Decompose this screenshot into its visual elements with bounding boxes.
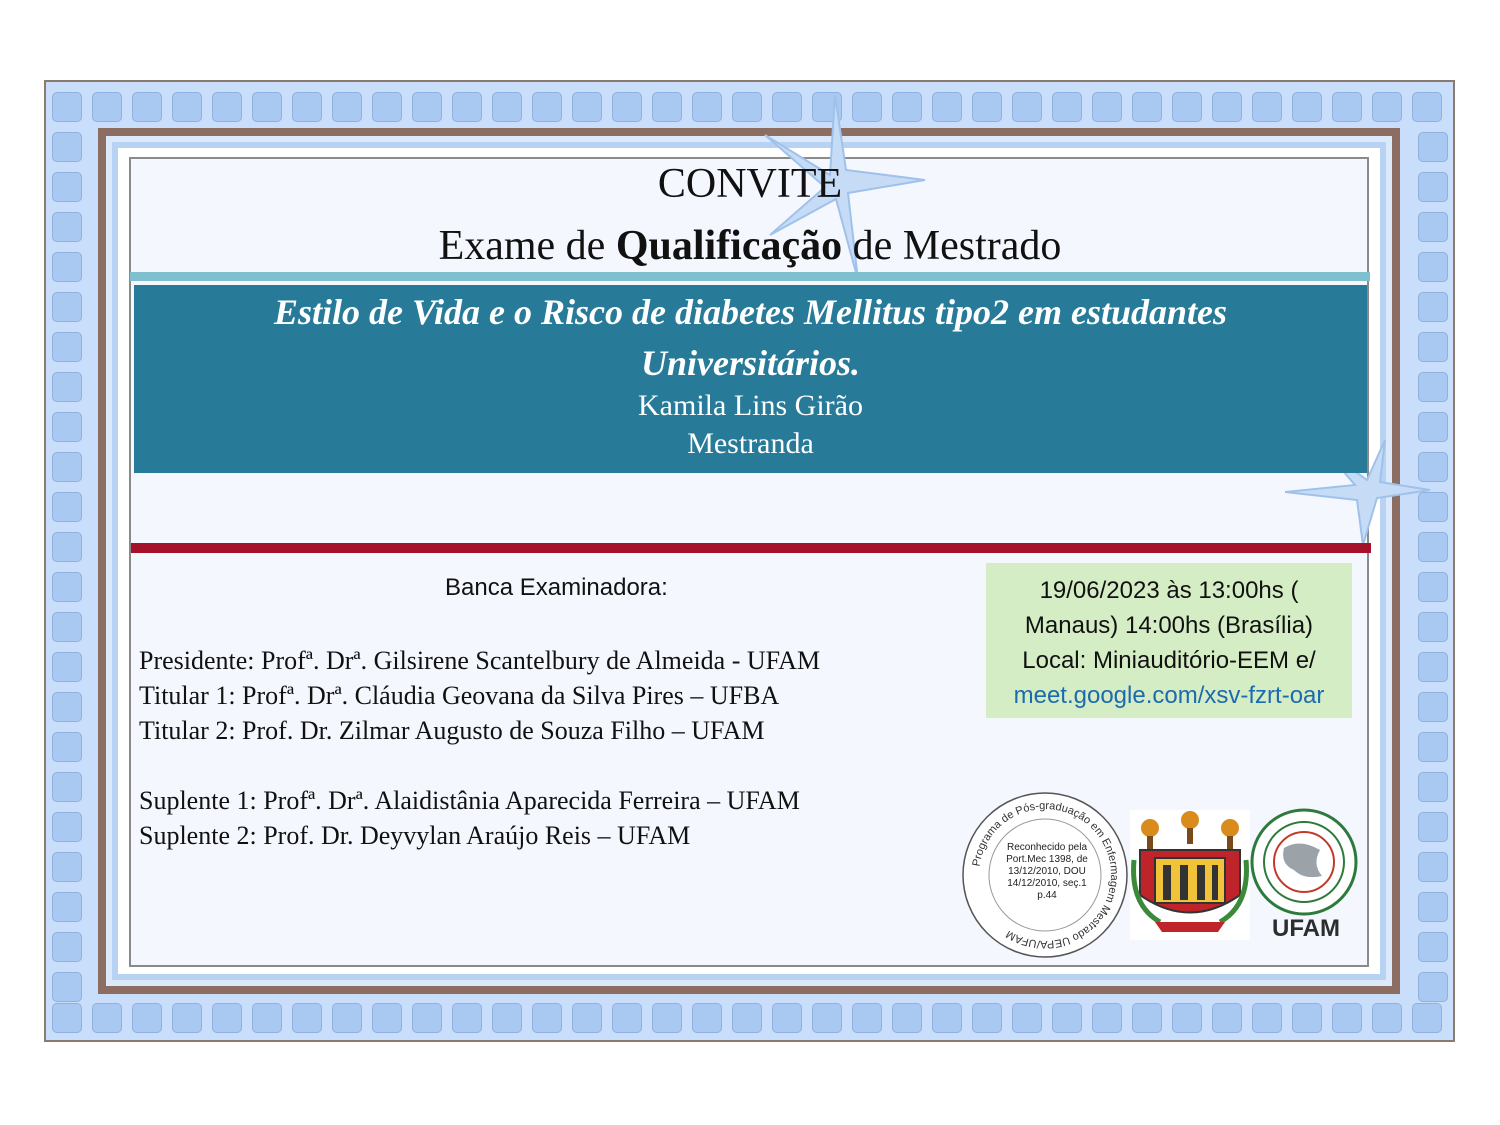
border-tile bbox=[852, 1003, 882, 1033]
cyan-rule bbox=[130, 272, 1370, 281]
border-tile bbox=[52, 172, 82, 202]
invitation-heading: CONVITE bbox=[657, 161, 843, 207]
border-tile bbox=[1372, 1003, 1402, 1033]
border-tile bbox=[52, 652, 82, 682]
committee-member: Titular 1: Profª. Drª. Cláudia Geovana da Silva Pires – UFBA bbox=[139, 681, 780, 710]
exam-title-bold: Qualificação bbox=[615, 223, 843, 269]
border-tile bbox=[1332, 92, 1362, 122]
border-tile bbox=[1132, 1003, 1162, 1033]
border-tile bbox=[52, 772, 82, 802]
seal-line: 14/12/2010, seç.1 bbox=[1007, 878, 1087, 889]
border-tile bbox=[1132, 92, 1162, 122]
border-tile bbox=[972, 1003, 1002, 1033]
uepa-coat-of-arms-icon bbox=[1130, 810, 1250, 940]
border-tile bbox=[412, 1003, 442, 1033]
border-tile bbox=[172, 92, 202, 122]
border-tile bbox=[292, 1003, 322, 1033]
border-tile bbox=[1418, 692, 1448, 722]
border-tile bbox=[332, 1003, 362, 1033]
border-tile bbox=[52, 812, 82, 842]
border-tile bbox=[52, 452, 82, 482]
border-tile bbox=[52, 532, 82, 562]
committee-substitute: Suplente 1: Profª. Drª. Alaidistânia Aparecida Ferreira – UFAM bbox=[139, 786, 800, 815]
border-tile bbox=[292, 92, 322, 122]
committee-substitute: Suplente 2: Prof. Dr. Deyvylan Araújo Reis – UFAM bbox=[139, 821, 691, 850]
border-tile bbox=[92, 92, 122, 122]
exam-title-suffix: de Mestrado bbox=[842, 223, 1062, 269]
seal-ring-text: Programa de Pós-graduação em Enfermagem Mestrado UEPA/UFAM bbox=[970, 799, 1121, 951]
border-tile bbox=[52, 852, 82, 882]
border-tile bbox=[1418, 292, 1448, 322]
border-tile bbox=[252, 1003, 282, 1033]
border-tile bbox=[52, 92, 82, 122]
border-tile bbox=[1292, 92, 1322, 122]
seal-line: p.44 bbox=[1037, 890, 1057, 901]
border-tile bbox=[412, 92, 442, 122]
border-tile bbox=[1418, 932, 1448, 962]
border-tile bbox=[52, 972, 82, 1002]
border-tile bbox=[52, 492, 82, 522]
committee-list bbox=[139, 643, 820, 853]
border-tile bbox=[1418, 972, 1448, 1002]
border-tile bbox=[372, 1003, 402, 1033]
event-location: Local: Miniauditório-EEM e/ bbox=[1022, 647, 1316, 674]
border-tile bbox=[332, 92, 362, 122]
border-tile bbox=[532, 92, 562, 122]
border-tile bbox=[52, 132, 82, 162]
border-tile bbox=[452, 92, 482, 122]
border-tile bbox=[1092, 92, 1122, 122]
border-tile bbox=[1418, 372, 1448, 402]
event-time: Manaus) 14:00hs (Brasília) bbox=[1024, 612, 1314, 639]
border-tile bbox=[1252, 92, 1282, 122]
border-tile bbox=[892, 1003, 922, 1033]
meeting-link[interactable]: meet.google.com/xsv-fzrt-oar bbox=[1013, 682, 1325, 709]
border-tile bbox=[1012, 1003, 1042, 1033]
border-tile bbox=[1172, 92, 1202, 122]
border-tile bbox=[1418, 332, 1448, 362]
border-tile bbox=[212, 1003, 242, 1033]
border-tile bbox=[732, 92, 762, 122]
border-tile bbox=[1252, 1003, 1282, 1033]
border-tile bbox=[52, 572, 82, 602]
border-tile bbox=[1052, 92, 1082, 122]
border-tile bbox=[132, 92, 162, 122]
border-tile bbox=[1172, 1003, 1202, 1033]
border-tile bbox=[52, 612, 82, 642]
border-tile bbox=[492, 1003, 522, 1033]
border-tile bbox=[1418, 812, 1448, 842]
seal-line: 13/12/2010, DOU bbox=[1008, 866, 1086, 877]
border-tile bbox=[1212, 92, 1242, 122]
border-tile bbox=[132, 1003, 162, 1033]
border-tile bbox=[1412, 92, 1442, 122]
border-tile bbox=[52, 412, 82, 442]
thesis-title-line-2: Universitários. bbox=[640, 343, 861, 383]
border-tile bbox=[1418, 652, 1448, 682]
border-tile bbox=[1052, 1003, 1082, 1033]
exam-title-prefix: Exame de bbox=[438, 223, 616, 269]
author-name: Kamila Lins Girão bbox=[638, 389, 863, 422]
author-role: Mestranda bbox=[687, 427, 814, 460]
border-tile bbox=[1418, 252, 1448, 282]
thesis-title-line-1: Estilo de Vida e o Risco de diabetes Mellitus tipo2 em estudantes bbox=[274, 292, 1227, 332]
border-tile bbox=[1092, 1003, 1122, 1033]
border-tile bbox=[1418, 892, 1448, 922]
border-tile bbox=[1418, 572, 1448, 602]
border-tile bbox=[932, 1003, 962, 1033]
border-tile bbox=[92, 1003, 122, 1033]
border-tile bbox=[572, 1003, 602, 1033]
committee-heading: Banca Examinadora: bbox=[445, 574, 668, 601]
border-tile bbox=[452, 1003, 482, 1033]
event-date: 19/06/2023 às 13:00hs ( bbox=[1039, 577, 1299, 604]
border-tile bbox=[612, 92, 642, 122]
red-rule bbox=[131, 543, 1371, 553]
border-tile bbox=[212, 92, 242, 122]
border-tile bbox=[52, 692, 82, 722]
border-tile bbox=[52, 332, 82, 362]
border-tile bbox=[1412, 1003, 1442, 1033]
seal-line: Port.Mec 1398, de bbox=[1006, 854, 1088, 865]
border-tile bbox=[1418, 212, 1448, 242]
border-tile bbox=[932, 92, 962, 122]
border-tile bbox=[52, 1003, 82, 1033]
event-info-box bbox=[986, 563, 1352, 718]
border-tile bbox=[1418, 172, 1448, 202]
exam-title bbox=[130, 222, 1370, 270]
border-tile bbox=[1418, 852, 1448, 882]
border-tile bbox=[1212, 1003, 1242, 1033]
border-tile bbox=[972, 92, 1002, 122]
border-tile bbox=[52, 932, 82, 962]
border-tile bbox=[772, 1003, 802, 1033]
committee-member: Presidente: Profª. Drª. Gilsirene Scantelbury de Almeida - UFAM bbox=[139, 646, 821, 675]
seal-line: Reconhecido pela bbox=[1006, 842, 1088, 853]
border-tile bbox=[572, 92, 602, 122]
border-tile bbox=[692, 92, 722, 122]
border-tile bbox=[52, 252, 82, 282]
border-tile bbox=[492, 92, 522, 122]
committee-member: Titular 2: Prof. Dr. Zilmar Augusto de Souza Filho – UFAM bbox=[139, 716, 765, 745]
border-tile bbox=[652, 1003, 682, 1033]
border-tile bbox=[532, 1003, 562, 1033]
border-tile bbox=[1418, 612, 1448, 642]
border-tile bbox=[652, 92, 682, 122]
border-tile bbox=[1418, 772, 1448, 802]
border-tile bbox=[52, 212, 82, 242]
border-tile bbox=[172, 1003, 202, 1033]
border-tile bbox=[372, 92, 402, 122]
seal-center-text bbox=[998, 842, 1096, 902]
border-tile bbox=[52, 372, 82, 402]
border-tile bbox=[1418, 132, 1448, 162]
border-tile bbox=[1418, 412, 1448, 442]
border-tile bbox=[52, 292, 82, 322]
ufam-logo-icon bbox=[1250, 808, 1358, 916]
ufam-label: UFAM bbox=[1272, 915, 1340, 942]
thesis-banner bbox=[134, 285, 1367, 473]
border-tile bbox=[52, 732, 82, 762]
border-tile bbox=[612, 1003, 642, 1033]
border-tile bbox=[52, 892, 82, 922]
border-tile bbox=[1012, 92, 1042, 122]
border-tile bbox=[732, 1003, 762, 1033]
border-tile bbox=[252, 92, 282, 122]
border-tile bbox=[812, 1003, 842, 1033]
border-tile bbox=[1292, 1003, 1322, 1033]
border-tile bbox=[1332, 1003, 1362, 1033]
border-tile bbox=[1418, 732, 1448, 762]
border-tile bbox=[1372, 92, 1402, 122]
border-tile bbox=[692, 1003, 722, 1033]
